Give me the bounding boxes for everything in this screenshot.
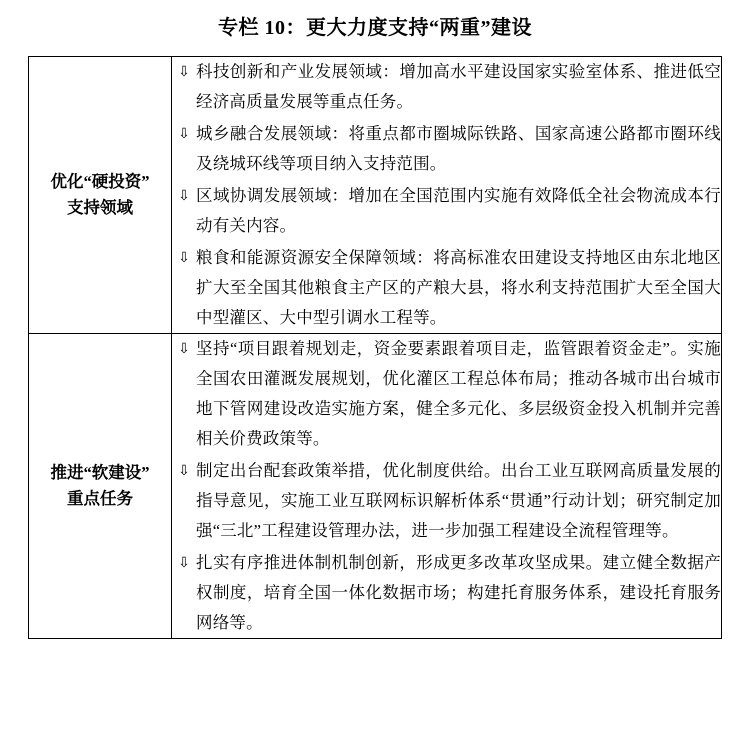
arrow-down-icon: ⇩ [178,188,190,204]
table-row [29,334,722,639]
page-title: 专栏 10：更大力度支持“两重”建设 [218,17,532,39]
row-content-hard-investment [172,57,722,334]
row-label-line: 重点任务 [67,489,133,508]
list-item-text: 粮食和能源资源安全保障领域：将高标准农田建设支持地区由东北地区扩大至全国其他粮食主产区的产粮大县，将水利支持范围扩大至全国大中型灌区、大中型引调水工程等。 [196,248,721,327]
row-label-line: 支持领域 [67,198,133,217]
list-item [172,119,721,179]
special-column-table [28,56,722,639]
list-item-text: 区域协调发展领域：增加在全国范围内实施有效降低全社会物流成本行动有关内容。 [196,186,721,235]
row-content-soft-construction [172,334,722,639]
arrow-down-icon: ⇩ [178,250,190,266]
list-item-text: 扎实有序推进体制机制创新，形成更多改革攻坚成果。建立健全数据产权制度，培育全国一体化数据市场；构建托育服务体系，建设托育服务网络等。 [196,553,721,632]
list-item [172,181,721,241]
arrow-down-icon: ⇩ [178,341,190,357]
arrow-down-icon: ⇩ [178,463,190,479]
row-label-hard-investment [29,57,172,334]
arrow-down-icon: ⇩ [178,126,190,142]
arrow-down-icon: ⇩ [178,64,190,80]
list-item [172,243,721,333]
row-label-soft-construction [29,334,172,639]
list-item-text: 城乡融合发展领域：将重点都市圈城际铁路、国家高速公路都市圈环线及绕城环线等项目纳入支持范围。 [196,124,721,173]
row-label-line: 优化“硬投资” [50,171,150,191]
table-row [29,57,722,334]
list-item-text: 坚持“项目跟着规划走，资金要素跟着项目走，监管跟着资金走”。实施全国农田灌溉发展规划，优化灌区工程总体布局；推动各城市出台城市地下管网建设改造实施方案，健全多元化、多层级资金投入机制并完善相关价费政策等。 [196,339,721,448]
list-item [172,57,721,117]
list-item [172,334,721,454]
list-item [172,548,721,638]
list-item-text: 制定出台配套政策举措，优化制度供给。出台工业互联网高质量发展的指导意见，实施工业互联网标识解析体系“贯通”行动计划；研究制定加强“三北”工程建设管理办法，进一步加强工程建设全流程管理等。 [196,461,722,540]
list-item [172,456,721,546]
list-item-text: 科技创新和产业发展领域：增加高水平建设国家实验室体系、推进低空经济高质量发展等重点任务。 [196,62,721,111]
arrow-down-icon: ⇩ [178,555,190,571]
row-label-line: 推进“软建设” [50,462,150,482]
